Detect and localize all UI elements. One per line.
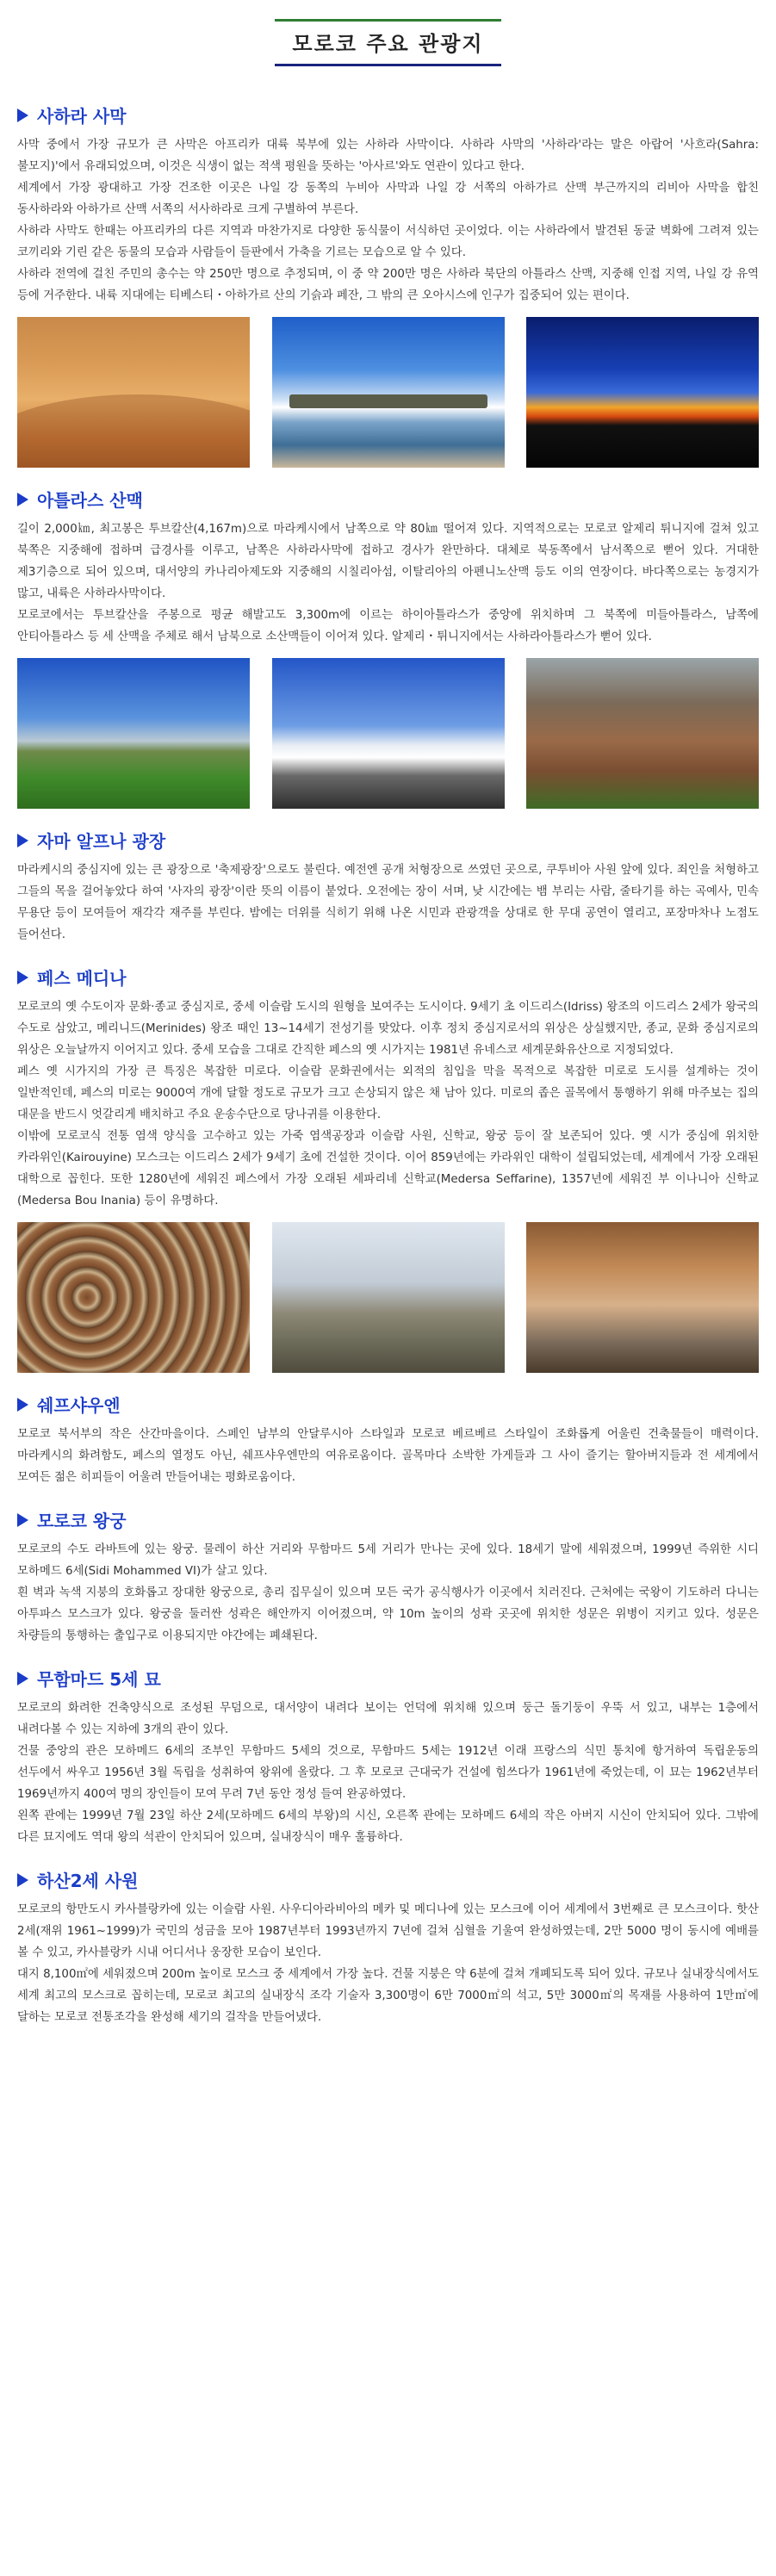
- paragraph: 모로코 북서부의 작은 산간마을이다. 스페인 남부의 안달루시아 스타일과 모로코 베르베르 스타일이 조화롭게 어울린 건축물들이 매력이다. 마라케시의 화려함도, 페스의 열정도 아닌, 쉐프샤우엔만의 여유로움이다. 골목마다 소박한 가게들과 그 사이 즐기는 할아버지들과 전 세계에서 모여든 젊은 히피들이 어울려 만들어내는 평화로움이다.: [17, 1428, 759, 1484]
- triangle-bullet-icon: [17, 1398, 28, 1412]
- triangle-bullet-icon: [17, 1513, 28, 1527]
- paragraph: 마라케시의 중심지에 있는 큰 광장으로 '축제광장'으로도 불린다. 예전엔 공개 처형장으로 쓰였던 곳으로, 쿠투비아 사원 앞에 있다. 죄인을 처형하고 그들의 목을 걸어놓았다 하여 '사자의 광장'이란 뜻의 이름이 붙었다. 오전에는 장이 서며, 낮 시간에는 뱀 부리는 사람, 줄타기를 하는 곡예사, 민속 무용단 등이 모여들어 재각각 재주를 부린다. 밤에는 더위를 식히기 위해 나온 시민과 관광객을 상대로 한 무대 공연이 열리고, 포장마차나 노점도 들어선다.: [17, 864, 759, 941]
- section-fes-medina: [0, 965, 776, 1373]
- triangle-bullet-icon: [17, 493, 28, 506]
- section-heading: [17, 1666, 759, 1691]
- section-heading: [17, 828, 759, 853]
- section-heading-text: 아틀라스 산맥: [37, 490, 143, 511]
- desert-sunset-photo: [526, 317, 759, 468]
- section-mausoleum: [0, 1666, 776, 1848]
- triangle-bullet-icon: [17, 109, 28, 122]
- paragraph: 모로코에서는 투브칼산을 주봉으로 평균 해발고도 3,300m에 이르는 하이아틀라스가 중앙에 위치하며 그 북쪽에 미들아틀라스, 남쪽에 안티아틀라스 등 세 산맥을 주체로 해서 남북으로 소산맥들이 이어져 있다. 알제리・튀니지에서는 사하라아틀라스가 뻗어 있다.: [17, 609, 759, 643]
- section-hassan-ii-mosque: [0, 1867, 776, 2028]
- section-heading-text: 모로코 왕궁: [37, 1511, 127, 1531]
- fes-city-view-photo: [272, 1222, 505, 1373]
- section-heading: [17, 1392, 759, 1417]
- oasis-lake-photo: [272, 317, 505, 468]
- photo-row: [17, 1222, 759, 1373]
- section-heading-text: 하산2세 사원: [37, 1871, 139, 1891]
- paragraph: 건물 중앙의 관은 모하메드 6세의 조부인 무함마드 5세의 것으로, 무함마드 5세는 1912년 이래 프랑스의 식민 통치에 항거하여 독립운동의 선두에서 싸우고 1956년 3월 독립을 성취하여 왕위에 올랐다. 그 후 모로코 근대국가 건설에 힘쓰다가 1961년에 죽었는데, 이 묘는 1962년부터 1969년까지 400여 명의 장인들이 모여 무려 7년 동안 정성 들여 완공하였다.: [17, 1745, 759, 1801]
- title-wrap: [0, 0, 776, 89]
- paragraph: 모로코의 수도 라바트에 있는 왕궁. 물레이 하산 거리와 무함마드 5세 거리가 만나는 곳에 있다. 18세기 말에 세워졌으며, 1999년 즉위한 시디 모하메드 6세(Sidi Mohammed VI)가 살고 있다.: [17, 1543, 759, 1578]
- section-heading: [17, 1867, 759, 1892]
- section-heading: [17, 1507, 759, 1532]
- tannery-photo: [17, 1222, 250, 1373]
- photo-row: [17, 317, 759, 468]
- triangle-bullet-icon: [17, 1873, 28, 1887]
- paragraph: 사하라 전역에 걸친 주민의 총수는 약 250만 명으로 추정되며, 이 중 약 200만 명은 사하라 북단의 아틀라스 산맥, 지중해 인접 지역, 나일 강 유역 등에 거주한다. 내륙 지대에는 티베스티・아하가르 산의 기슭과 페잔, 그 밖의 큰 오아시스에 인구가 집중되어 있는 편이다.: [17, 268, 759, 302]
- section-heading: [17, 965, 759, 990]
- triangle-bullet-icon: [17, 1672, 28, 1685]
- section-heading-text: 쉐프샤우엔: [37, 1395, 121, 1416]
- paragraph: 사막 중에서 가장 규모가 큰 사막은 아프리카 대륙 북부에 있는 사하라 사막이다. 사하라 사막의 '사하라'라는 말은 아랍어 '사흐라(Sahra: 불모지)'에서 유래되었으며, 이것은 식생이 없는 적색 평원을 뜻하는 '아사르'와도 연관이 있다고 한다.: [17, 139, 759, 173]
- triangle-bullet-icon: [17, 971, 28, 984]
- paragraph: 모로코의 옛 수도이자 문화·종교 중심지로, 중세 이슬람 도시의 원형을 보여주는 도시이다. 9세기 초 이드리스(Idriss) 왕조의 이드리스 2세가 왕국의 수도로 삼았고, 메리니드(Merinides) 왕조 때인 13~14세기 전성기를 맞았다. 이후 정치 중심지로서의 위상은 상실했지만, 종교, 문화 중심지로의 위상은 오늘날까지 이어지고 있다. 중세 모습을 그대로 간직한 페스의 옛 시가지는 1981년 유네스코 세계문화유산으로 지정되었다.: [17, 1001, 759, 1057]
- section-jemaa-el-fnaa: [0, 828, 776, 946]
- section-heading: [17, 487, 759, 512]
- section-heading-text: 사하라 사막: [37, 106, 127, 127]
- paragraph: 모로코의 화려한 건축양식으로 조성된 무덤으로, 대서양이 내려다 보이는 언덕에 위치해 있으며 둥근 돌기둥이 우뚝 서 있고, 내부는 1층에서 내려다볼 수 있는 지하에 3개의 관이 있다.: [17, 1702, 759, 1736]
- paragraph: 사하라 사막도 한때는 아프리카의 다른 지역과 마찬가지로 다양한 동식물이 서식하던 곳이었다. 이는 사하라에서 발견된 동굴 벽화에 그려져 있는 코끼리와 기린 같은 동물의 모습과 사람들이 들판에서 가축을 기르는 모습으로 알 수 있다.: [17, 225, 759, 259]
- paragraph: 페스 옛 시가지의 가장 큰 특징은 복잡한 미로다. 이슬람 문화권에서는 외적의 침입을 막을 목적으로 복잡한 미로로 도시를 설계하는 것이 일반적인데, 페스의 미로는 9000여 개에 달할 정도로 규모가 크고 손상되지 않은 채 남아 있다. 미로의 좁은 골목에서 통행하기 위해 마주보는 집의 대문을 반드시 엇갈리게 배치하고 주요 운송수단으로 당나귀를 이용한다.: [17, 1065, 759, 1121]
- section-chefchaouen: [0, 1392, 776, 1488]
- section-heading-text: 자마 알프나 광장: [37, 831, 166, 852]
- desert-dunes-photo: [17, 317, 250, 468]
- triangle-bullet-icon: [17, 834, 28, 847]
- paragraph: 이밖에 모로코식 전통 염색 양식을 고수하고 있는 가죽 염색공장과 이슬람 사원, 신학교, 왕궁 등이 잘 보존되어 있다. 옛 시가 중심에 위치한 카라위인(Kairouyine) 모스크는 이드리스 2세가 9세기 초에 건설한 것이다. 이어 859년에는 카라위인 대학이 설립되었는데, 세계에서 가장 오래된 대학으로 꼽힌다. 또한 1280년에 세워진 페스에서 가장 오래된 세파리네 신학교(Medersa Seffarine), 1357년에 세워진 부 이나니아 신학교(Medersa Bou Inania) 등이 유명하다.: [17, 1130, 759, 1207]
- section-royal-palace: [0, 1507, 776, 1647]
- paragraph: 모로코의 항만도시 카사블랑카에 있는 이슬람 사원. 사우디아라비아의 메카 및 메디나에 있는 모스크에 이어 세계에서 3번째로 큰 모스크이다. 핫산 2세(재위 1961~1999)가 국민의 성금을 모아 1987년부터 1993년까지 7년에 걸쳐 심혈을 기울여 완성하였는데, 2만 5000 명이 동시에 예배를 볼 수 있고, 카사블랑카 시내 어디서나 웅장한 모습이 보인다.: [17, 1903, 759, 1959]
- section-sahara: [0, 102, 776, 468]
- fes-market-street-photo: [526, 1222, 759, 1373]
- section-heading-text: 페스 메디나: [37, 968, 127, 989]
- atlas-village-photo: [526, 658, 759, 809]
- paragraph: 길이 2,000㎞, 최고봉은 투브칼산(4,167m)으로 마라케시에서 남쪽으로 약 80㎞ 떨어져 있다. 지역적으로는 모로코 알제리 튀니지에 걸쳐 있고 북쪽은 지중해에 접하며 급경사를 이루고, 남쪽은 사하라사막에 접하고 경사가 완만하다. 대체로 북동쪽에서 남서쪽으로 뻗어 있다. 거대한 제3기층으로 되어 있으며, 대서양의 카나리아제도와 지중해의 시칠리아섬, 이탈리아의 아펜니노산맥 등도 이의 연장이다. 바다쪽으로는 농경지가 많고, 내륙은 사하라사막이다.: [17, 523, 759, 600]
- page-title: 모로코 주요 관광지: [275, 19, 500, 66]
- paragraph: 흰 벽과 녹색 지붕의 호화롭고 장대한 왕궁으로, 총리 집무실이 있으며 모든 국가 공식행사가 이곳에서 치러진다. 근처에는 국왕이 기도하러 다니는 아투파스 모스크가 있다. 왕궁을 둘러싼 성곽은 해안까지 이어졌으며, 약 10m 높이의 성곽 곳곳에 위치한 성문은 위병이 지키고 있다. 성문은 차량들의 통행하는 출입구로 이용되지만 야간에는 폐쇄된다.: [17, 1586, 759, 1642]
- paragraph: 세계에서 가장 광대하고 가장 건조한 이곳은 나일 강 동쪽의 누비아 사막과 나일 강 서쪽의 아하가르 산맥 부근까지의 리비아 사막을 합친 동사하라와 아하가르 산맥 서쪽의 서사하라로 크게 구별하여 부른다.: [17, 182, 760, 216]
- section-heading-text: 무함마드 5세 묘: [37, 1669, 161, 1690]
- atlas-clouds-photo: [272, 658, 505, 809]
- photo-row: [17, 658, 759, 809]
- paragraph: 대지 8,100㎡에 세워졌으며 200m 높이로 모스크 중 세계에서 가장 높다. 건물 지붕은 약 6분에 걸쳐 개폐되도록 되어 있다. 규모나 실내장식에서도 세계 최고의 모스크로 꼽히는데, 모로코 최고의 실내장식 조각 기술자 3,300명이 6만 7000㎡의 석고, 5만 3000㎡의 목재를 사용하여 1만㎡에 달하는 모로코 전통조각을 완성해 세기의 걸작을 만들어냈다.: [17, 1968, 759, 2024]
- section-atlas: [0, 487, 776, 809]
- paragraph: 왼쪽 관에는 1999년 7월 23일 하산 2세(모하메드 6세의 부왕)의 시신, 오른쪽 관에는 모하메드 6세의 작은 아버지 시신이 안치되어 있다. 그밖에 다른 묘지에도 역대 왕의 석관이 안치되어 있으며, 실내장식이 매우 훌륭하다.: [17, 1809, 759, 1844]
- section-heading: [17, 102, 759, 127]
- atlas-meadow-photo: [17, 658, 250, 809]
